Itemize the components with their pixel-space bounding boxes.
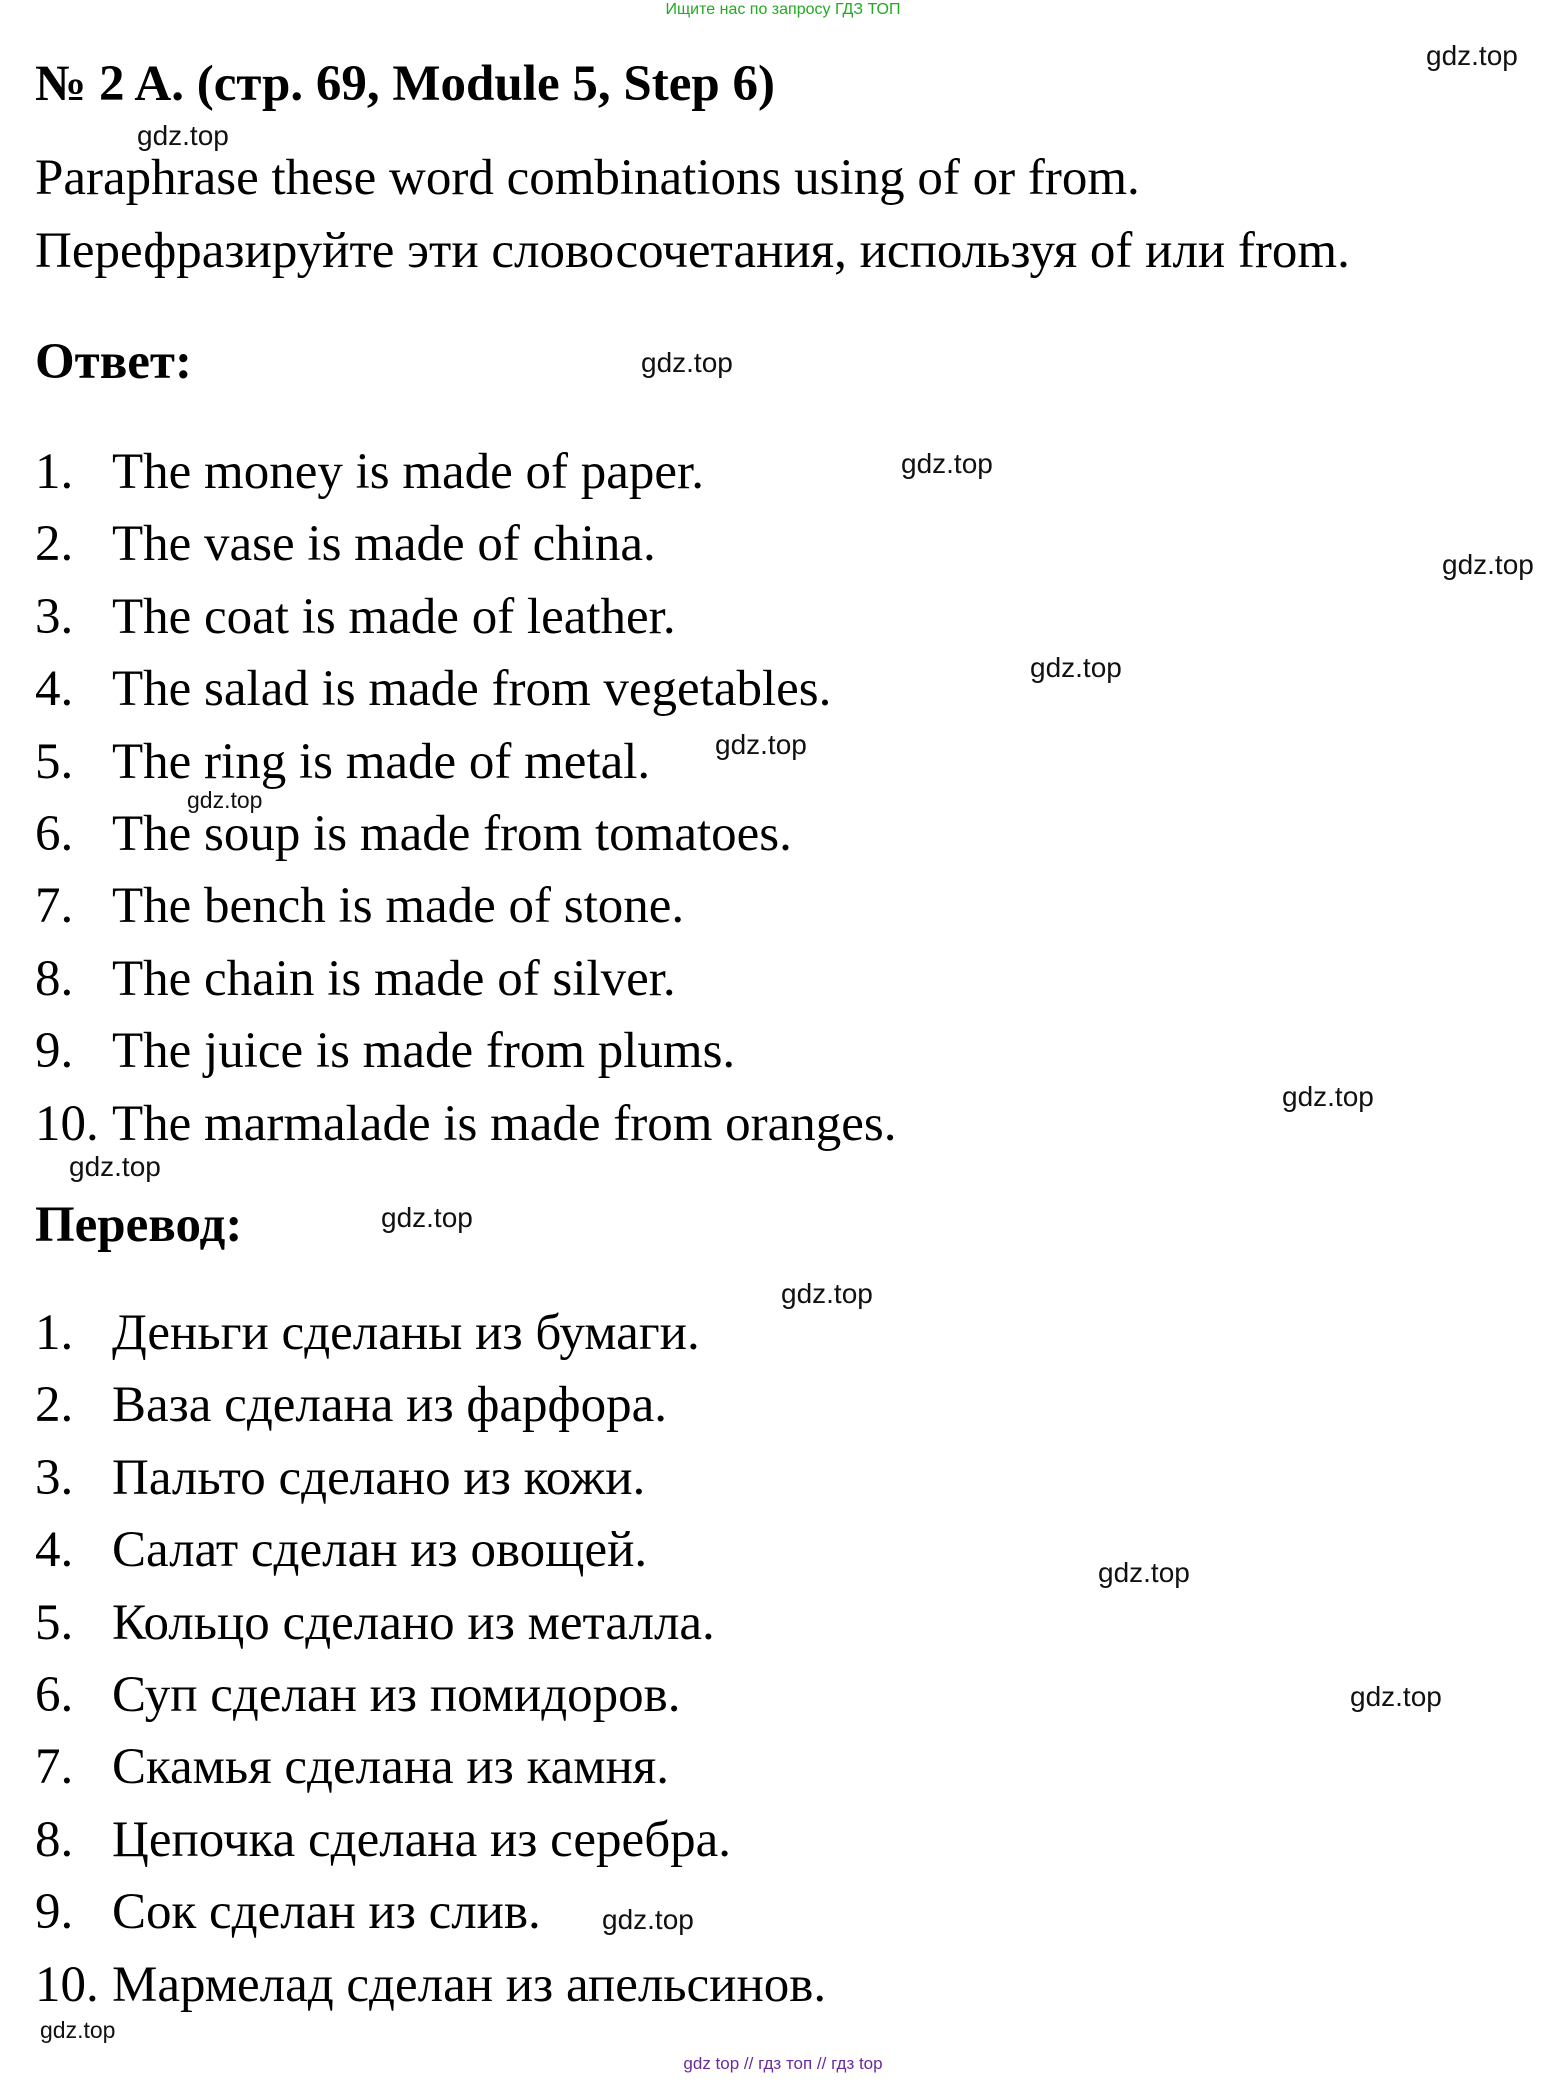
item-number: 1.	[35, 444, 74, 500]
item-number: 3.	[35, 1449, 74, 1506]
item-text: The vase is made of china.	[112, 516, 656, 573]
watermark: gdz.top	[901, 448, 993, 479]
watermark: gdz.top	[69, 1151, 161, 1182]
item-text: Деньги сделаны из бумаги.	[112, 1305, 700, 1361]
watermark: gdz.top	[715, 729, 807, 760]
answer-heading: Ответ:	[35, 334, 192, 390]
task-english: Paraphrase these word combinations using of or from.	[35, 150, 1140, 206]
watermark: gdz.top	[1350, 1681, 1442, 1712]
item-number: 8.	[35, 1811, 74, 1868]
item-number: 6.	[35, 805, 74, 862]
item-number: 7.	[35, 878, 74, 935]
list-item	[35, 1015, 897, 1087]
item-number: 9.	[35, 1023, 74, 1080]
list-item	[35, 1088, 897, 1160]
watermark: gdz.top	[1282, 1081, 1374, 1112]
item-text: The money is made of paper.	[112, 444, 704, 500]
item-text: Цепочка сделана из серебра.	[112, 1811, 732, 1868]
watermark: gdz.top	[1030, 652, 1122, 683]
list-item	[35, 870, 897, 942]
top-search-note: Ищите нас по запросу ГДЗ ТОП	[665, 1, 901, 18]
watermark: gdz.top	[137, 120, 229, 151]
list-item	[35, 1442, 826, 1514]
item-number: 9.	[35, 1884, 74, 1941]
list-item	[35, 1804, 826, 1876]
item-text: The marmalade is made from oranges.	[112, 1095, 897, 1152]
list-item	[35, 1369, 826, 1441]
watermark: gdz.top	[781, 1278, 873, 1309]
item-text: The ring is made of metal.	[112, 733, 651, 790]
item-text: Пальто сделано из кожи.	[112, 1449, 646, 1506]
item-number: 5.	[35, 1594, 74, 1651]
item-number: 4.	[35, 1522, 74, 1579]
item-number: 2.	[35, 516, 74, 573]
list-item	[35, 1297, 826, 1369]
list-item	[35, 1659, 826, 1731]
list-item	[35, 798, 897, 870]
list-item	[35, 653, 897, 725]
list-item	[35, 943, 897, 1015]
watermark: gdz.top	[641, 347, 733, 378]
item-text: Салат сделан из овощей.	[112, 1522, 648, 1579]
item-text: Мармелад сделан из апельсинов.	[112, 1956, 827, 2013]
translation-heading: Перевод:	[35, 1197, 243, 1253]
item-number: 10.	[35, 1956, 99, 2013]
list-item	[35, 1731, 826, 1803]
item-number: 10.	[35, 1095, 99, 1152]
item-text: The juice is made from plums.	[112, 1023, 736, 1080]
item-text: The chain is made of silver.	[112, 950, 676, 1007]
item-number: 2.	[35, 1377, 74, 1434]
watermark: gdz.top	[1442, 549, 1534, 580]
item-number: 4.	[35, 661, 74, 718]
watermark: gdz.top	[602, 1904, 694, 1935]
watermark: gdz.top	[187, 787, 263, 813]
list-item	[35, 1949, 826, 2021]
watermark: gdz.top	[40, 2017, 116, 2043]
watermark: gdz.top	[1098, 1557, 1190, 1588]
list-item	[35, 581, 897, 653]
item-number: 1.	[35, 1305, 74, 1361]
item-number: 5.	[35, 733, 74, 790]
bottom-note: gdz top // гдз топ // гдз top	[683, 2054, 883, 2073]
item-text: Суп сделан из помидоров.	[112, 1666, 681, 1723]
item-text: The soup is made from tomatoes.	[112, 805, 792, 862]
list-item	[35, 1876, 826, 1948]
watermark: gdz.top	[1426, 40, 1518, 71]
task-russian: Перефразируйте эти словосочетания, используя of или from.	[35, 223, 1350, 279]
item-text: Кольцо сделано из металла.	[112, 1594, 715, 1651]
page-title: № 2 A. (стр. 69, Module 5, Step 6)	[35, 56, 775, 112]
translation-list	[35, 1297, 826, 2021]
item-number: 3.	[35, 588, 74, 645]
watermark: gdz.top	[381, 1202, 473, 1233]
list-item	[35, 436, 897, 508]
item-number: 7.	[35, 1739, 74, 1796]
item-text: The salad is made from vegetables.	[112, 661, 832, 718]
item-number: 8.	[35, 950, 74, 1007]
list-item	[35, 1514, 826, 1586]
item-text: The coat is made of leather.	[112, 588, 676, 645]
answer-list	[35, 436, 897, 1160]
list-item	[35, 508, 897, 580]
item-text: Скамья сделана из камня.	[112, 1739, 669, 1796]
list-item	[35, 1587, 826, 1659]
item-text: The bench is made of stone.	[112, 878, 685, 935]
item-text: Сок сделан из слив.	[112, 1884, 541, 1941]
item-text: Ваза сделана из фарфора.	[112, 1377, 667, 1434]
item-number: 6.	[35, 1666, 74, 1723]
